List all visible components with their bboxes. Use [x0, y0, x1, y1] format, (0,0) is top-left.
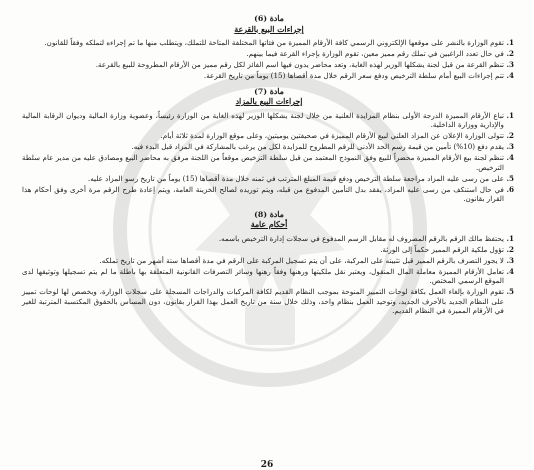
article-8 — [22, 210, 516, 316]
article-6 — [22, 14, 516, 81]
article-items — [22, 234, 516, 316]
article-item: 4. تتم إجراءات البيع أمام سلطة الترخيص ودفع سعر الرقم خلال مدة أقصاها (15) يوماً من تاريخ القرعة. — [22, 71, 504, 81]
article-item: 6. في حال استنكف من رسى عليه المزاد، يفقد بدل التأمين المدفوع من قبله، ويتم توريده لصالح الخزينة العامة، ويتم إعادة طرح الرقم مرة أخرى وفق أحكام هذا القرار بقانون. — [22, 185, 504, 204]
article-item: 5. تقوم الوزارة بإلغاء العمل بكافة لوحات التمييز المنوحة بموجب النظام القديم لكافة المركبات والدراجات المسجلة على سجلات الوزارة، ويخصص لها لوحات تمييز على النظام الجديد بالأحرف الجديد، وتوحيد العمل بنظام واحد، وذلك خلال سنة من تاريخ العمل بهذا القرار بقانون، دون المساس بالحقوق المكتسبة المترتبة للغير في الأرقام المميزة في النظام القديم. — [22, 287, 504, 316]
page-number: 26 — [260, 460, 274, 470]
article-item: 3. يقدم دفع (10%) تأمين من قيمة رسم الحد الأدنى للرقم المطروح للمزايدة لكل من يرغب بالمشاركة في المزاد قبل البدء فيه. — [22, 142, 504, 152]
article-7 — [22, 87, 516, 204]
article-item: 2. تؤول ملكية الرقم المميز حكماً إلى الورثة. — [22, 245, 504, 255]
article-title: إجراءات البيع بالمزاد — [235, 97, 303, 107]
article-title: إجراءات البيع بالقرعة — [234, 24, 304, 34]
article-items — [22, 38, 516, 81]
document-body — [22, 14, 516, 322]
article-number: مادة (6) — [254, 14, 284, 23]
article-item: 5. على من رسى عليه المزاد مراجعة سلطة الترخيص ودفع قيمة المبلغ المترتب في ثمنه خلال مدة أقصاها (15) يوماً من تاريخ رسو المزاد عليه. — [22, 174, 504, 184]
article-title: أحكام عامة — [250, 220, 288, 230]
article-item: 1. يحتفظ مالك الرقم بالرقم المصروف له مقابل الرسم المدفوع في سجلات إدارة الترخيص باسمه. — [22, 234, 504, 244]
article-item: 4. تنظم لجنة بيع الأرقام المميزة محضراً للبيع وفق النموذج المعتمد من قبل سلطة الترخيص موقعاً من اللجنة مرفق به محاضر البيع ومصادق عليه من مدير عام سلطة الترخيص. — [22, 153, 504, 172]
article-item: 2. تتولى الوزارة الإعلان عن المزاد العلني لبيع الأرقام المميزة في صحيفتين يوميتين، وعلى موقع الوزارة لمدة ثلاثة أيام. — [22, 131, 504, 141]
article-items — [22, 111, 516, 204]
article-item: 2. في حال تعدد الراغبين في تملك رقم مميز معين، تقوم الوزارة بإجراء القرعة فيما بينهم. — [22, 49, 504, 59]
article-number: مادة (7) — [254, 86, 284, 96]
article-number: مادة (8) — [254, 209, 284, 219]
article-item: 4. تعامل الأرقام المميزة معاملة المال المنقول، ويعتبر نقل ملكيتها ورهنها وفقاً رهنها وسائر التصرفات القانونية المتعلقة بها باطلة ما لم يتم تسجيلها وتوثيقها لدى الموقع الرسمي المختص. — [22, 267, 504, 286]
article-item: 1. تباع الأرقام المميزة الدرجة الأولى بنظام المزايدة العلنية من خلال لجنة يشكلها الوزير لهذه الغاية من الوزارة رئيساً، وعضوية وزارة المالية وديوان الرقابة المالية والإدارية ووزارة الداخلية. — [22, 111, 504, 130]
article-item: 3. لا يجوز التصرف بالرقم المميز قبل تثبيته على المركبة، على أن يتم تسجيل المركبة على الرقم في مدة أقصاها ستة أشهر من تاريخ تملكه. — [22, 256, 504, 266]
article-item: 1. تقوم الوزارة بالنشر على موقعها الإلكتروني الرسمي كافة الأرقام المميزة من فئاتها المختلفة المتاحة للتملك، ويتطلب منها ما تم إجراءه لتملكه وفقاً للقانون. — [22, 38, 504, 48]
article-item: 3. تنظم القرعة من قبل لجنة يشكلها الوزير لهذه الغاية، وتعد محاضر يدون فيها اسم الفائز لكل رقم مميز من الأرقام المطروحة للبيع بالقرعة. — [22, 60, 504, 70]
